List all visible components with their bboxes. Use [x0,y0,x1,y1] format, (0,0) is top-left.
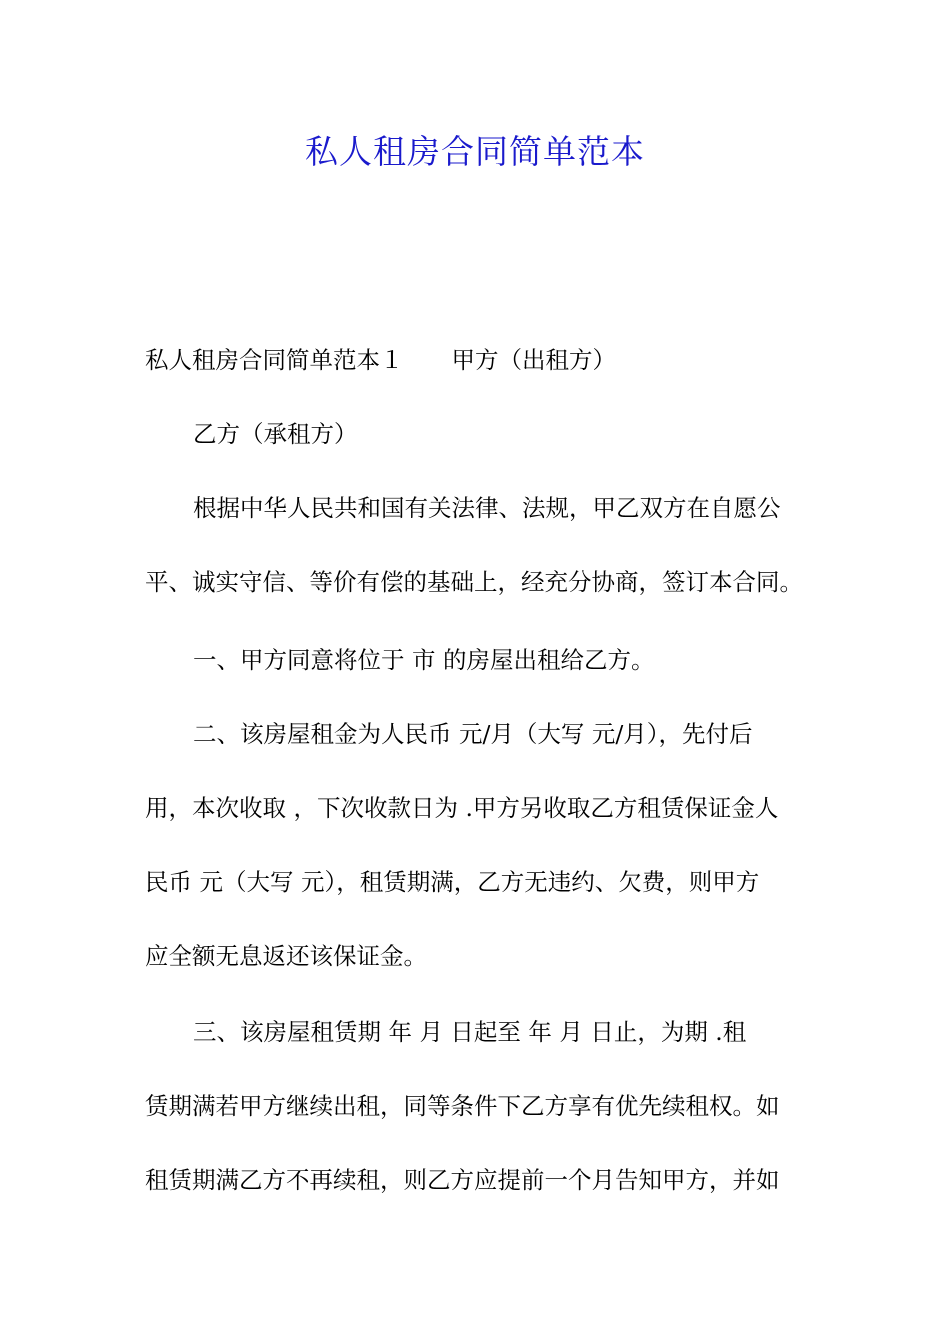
paragraph-line: 民币 元（大写 元），租赁期满，乙方无违约、欠费，则甲方 [145,868,760,896]
paragraph-line: 用，本次收取 ，下次收款日为 .甲方另收取乙方租赁保证金人 [145,794,779,822]
paragraph-line: 租赁期满乙方不再续租，则乙方应提前一个月告知甲方，并如 [145,1166,780,1194]
document-title: 私人租房合同简单范本 [305,132,645,171]
clause-1-line: 一、甲方同意将位于 市 的房屋出租给乙方。 [193,646,655,674]
contract-heading-line [145,342,810,378]
paragraph-line: 赁期满若甲方继续出租，同等条件下乙方享有优先续租权。如 [145,1092,780,1120]
paragraph-line: 根据中华人民共和国有关法律、法规，甲乙双方在自愿公 [193,494,781,522]
party-b-label: 乙方（承租方） [193,420,358,448]
paragraph-line: 应全额无息返还该保证金。 [145,942,427,970]
contract-number: 私人租房合同简单范本１ [145,346,404,374]
clause-2-line: 二、该房屋租金为人民币 元/月（大写 元/月），先付后 [193,720,753,748]
clause-3-line: 三、该房屋租赁期 年 月 日起至 年 月 日止，为期 .租 [193,1018,747,1046]
paragraph-line: 平、诚实守信、等价有偿的基础上，经充分协商，签订本合同。 [145,568,803,596]
party-a-label: 甲方（出租方） [451,346,616,374]
